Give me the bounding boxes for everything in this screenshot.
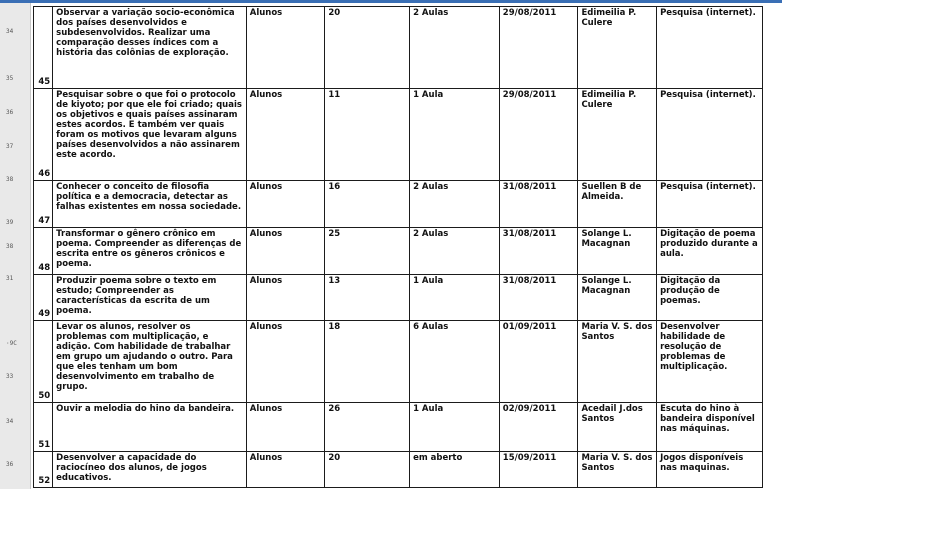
audience-cell[interactable]: Alunos [246, 181, 325, 228]
teacher-cell[interactable]: Acedail J.dos Santos [578, 403, 657, 452]
row-header-label: 31 [6, 275, 14, 282]
resource-cell[interactable]: Pesquisa (internet). [657, 181, 763, 228]
row-number-cell[interactable]: 48 [34, 228, 53, 275]
resource-cell[interactable]: Digitação da produção de poemas. [657, 275, 763, 321]
row-header-label: 33 [6, 373, 14, 380]
table-row[interactable] [34, 275, 763, 321]
duration-cell[interactable]: 6 Aulas [410, 321, 500, 403]
table-row[interactable] [34, 321, 763, 403]
student-count-cell[interactable]: 11 [325, 89, 410, 181]
row-header-label: ·9C [6, 340, 17, 347]
table-row[interactable] [34, 89, 763, 181]
student-count-cell[interactable]: 25 [325, 228, 410, 275]
audience-cell[interactable]: Alunos [246, 89, 325, 181]
table-row[interactable] [34, 228, 763, 275]
resource-cell[interactable]: Desenvolver habilidade de resolução de problemas de multiplicação. [657, 321, 763, 403]
audience-cell[interactable]: Alunos [246, 321, 325, 403]
teacher-cell[interactable]: Edimeilia P. Culere [578, 7, 657, 89]
duration-cell[interactable]: em aberto [410, 452, 500, 488]
student-count-cell[interactable]: 20 [325, 7, 410, 89]
row-number-cell[interactable]: 52 [34, 452, 53, 488]
duration-cell[interactable]: 2 Aulas [410, 228, 500, 275]
teacher-cell[interactable]: Maria V. S. dos Santos [578, 452, 657, 488]
activity-cell[interactable]: Ouvir a melodia do hino da bandeira. [53, 403, 247, 452]
resource-cell[interactable]: Escuta do hino à bandeira disponível nas máquinas. [657, 403, 763, 452]
table-row[interactable] [34, 181, 763, 228]
row-number-cell[interactable]: 49 [34, 275, 53, 321]
resource-cell[interactable]: Pesquisa (internet). [657, 7, 763, 89]
activity-cell[interactable]: Desenvolver a capacidade do raciocíneo dos alunos, de jogos educativos. [53, 452, 247, 488]
audience-cell[interactable]: Alunos [246, 452, 325, 488]
date-cell[interactable]: 02/09/2011 [499, 403, 578, 452]
resource-cell[interactable]: Pesquisa (internet). [657, 89, 763, 181]
student-count-cell[interactable]: 20 [325, 452, 410, 488]
activity-table [33, 6, 763, 488]
activity-cell[interactable]: Transformar o gênero crônico em poema. Compreender as diferenças de escrita entre os gêneros crônicos e poema. [53, 228, 247, 275]
row-number-cell[interactable]: 46 [34, 89, 53, 181]
date-cell[interactable]: 29/08/2011 [499, 7, 578, 89]
audience-cell[interactable]: Alunos [246, 403, 325, 452]
teacher-cell[interactable]: Edimeilia P. Culere [578, 89, 657, 181]
student-count-cell[interactable]: 26 [325, 403, 410, 452]
activity-cell[interactable]: Produzir poema sobre o texto em estudo; Compreender as características da escrita de um poema. [53, 275, 247, 321]
activity-cell[interactable]: Pesquisar sobre o que foi o protocolo de kiyoto; por que ele foi criado; quais os objetivos e quais países assinaram estes acordos. E também ver quais foram os motivos que levaram alguns países desenvolvidos a não assinarem este acordo. [53, 89, 247, 181]
date-cell[interactable]: 31/08/2011 [499, 181, 578, 228]
duration-cell[interactable]: 1 Aula [410, 403, 500, 452]
table-row[interactable] [34, 403, 763, 452]
student-count-cell[interactable]: 18 [325, 321, 410, 403]
row-header-label: 34 [6, 28, 14, 35]
resource-cell[interactable]: Digitação de poema produzido durante a aula. [657, 228, 763, 275]
duration-cell[interactable]: 1 Aula [410, 275, 500, 321]
audience-cell[interactable]: Alunos [246, 228, 325, 275]
row-number-cell[interactable]: 47 [34, 181, 53, 228]
table-row[interactable] [34, 452, 763, 488]
teacher-cell[interactable]: Maria V. S. dos Santos [578, 321, 657, 403]
row-header-label: 39 [6, 219, 14, 226]
activity-cell[interactable]: Observar a variação socio-econômica dos países desenvolvidos e subdesenvolvidos. Realizar uma comparação desses índices com a história das colônias de exploração. [53, 7, 247, 89]
duration-cell[interactable]: 2 Aulas [410, 181, 500, 228]
row-header-label: 34 [6, 418, 14, 425]
resource-cell[interactable]: Jogos disponíveis nas maquinas. [657, 452, 763, 488]
row-header-label: 35 [6, 75, 14, 82]
duration-cell[interactable]: 2 Aulas [410, 7, 500, 89]
duration-cell[interactable]: 1 Aula [410, 89, 500, 181]
student-count-cell[interactable]: 16 [325, 181, 410, 228]
row-number-cell[interactable]: 51 [34, 403, 53, 452]
table-row[interactable] [34, 7, 763, 89]
teacher-cell[interactable]: Solange L. Macagnan [578, 275, 657, 321]
teacher-cell[interactable]: Suellen B de Almeida. [578, 181, 657, 228]
row-number-cell[interactable]: 45 [34, 7, 53, 89]
student-count-cell[interactable]: 13 [325, 275, 410, 321]
window-top-border [0, 0, 782, 3]
date-cell[interactable]: 01/09/2011 [499, 321, 578, 403]
date-cell[interactable]: 29/08/2011 [499, 89, 578, 181]
audience-cell[interactable]: Alunos [246, 275, 325, 321]
row-header-label: 38 [6, 176, 14, 183]
date-cell[interactable]: 31/08/2011 [499, 228, 578, 275]
audience-cell[interactable]: Alunos [246, 7, 325, 89]
row-number-cell[interactable]: 50 [34, 321, 53, 403]
teacher-cell[interactable]: Solange L. Macagnan [578, 228, 657, 275]
row-header-label: 36 [6, 461, 14, 468]
activity-cell[interactable]: Levar os alunos, resolver os problemas com multiplicação, e adição. Com habilidade de trabalhar em grupo um ajudando o outro. Para que eles tenham um bom desenvolvimento em trabalho de grupo. [53, 321, 247, 403]
date-cell[interactable]: 31/08/2011 [499, 275, 578, 321]
row-header-label: 38 [6, 243, 14, 250]
row-header-label: 36 [6, 109, 14, 116]
row-header-gutter [0, 3, 31, 489]
activity-cell[interactable]: Conhecer o conceito de filosofia política e a democracia, detectar as falhas existentes em nossa sociedade. [53, 181, 247, 228]
date-cell[interactable]: 15/09/2011 [499, 452, 578, 488]
row-header-label: 37 [6, 143, 14, 150]
